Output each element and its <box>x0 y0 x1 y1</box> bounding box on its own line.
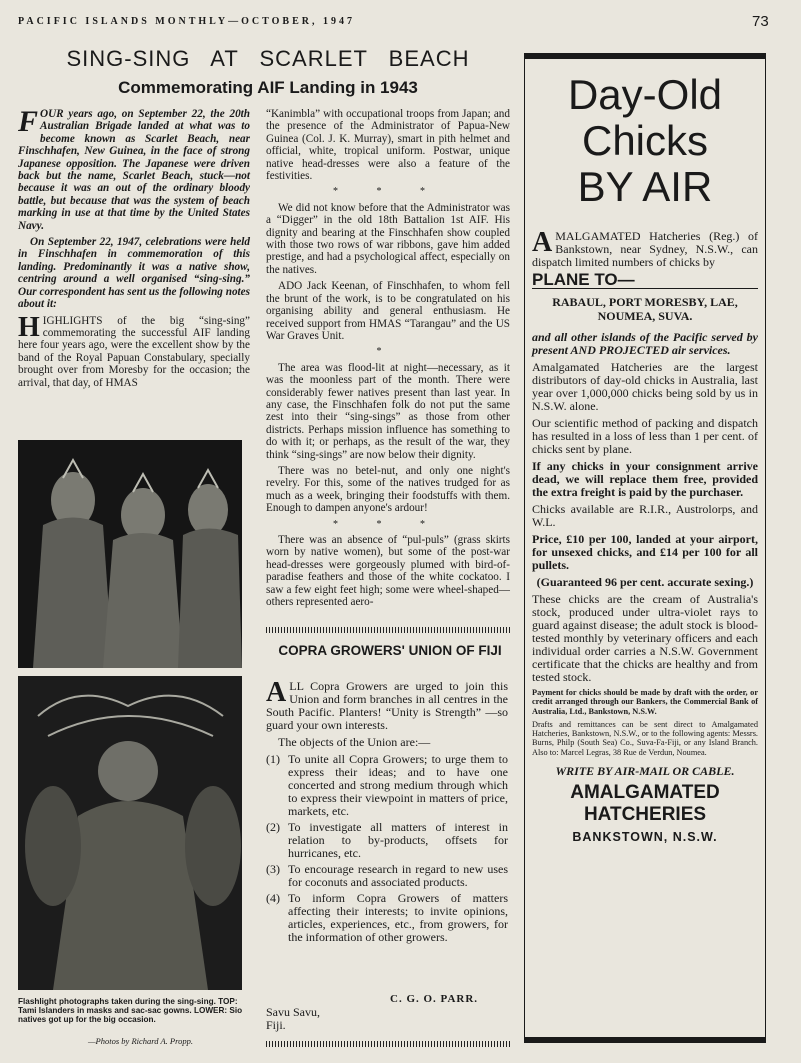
copra-objects-list <box>266 753 508 944</box>
ad-price: Price, £10 per 100, landed at your airport, for unsexed chicks, and £14 per 100 for all pullets. <box>532 532 758 572</box>
body-paragraph: There was an absence of “pul-puls” (grass skirts worn by native women), but some of the post-war head-dresses were gorgeously plumed with bird-of-paradise feathers and those of the white cockatoo. I saw a few eight feet high; some were wheel-shaped—others represented aero- <box>266 534 510 609</box>
copra-objects-intro: The objects of the Union are:— <box>278 735 431 749</box>
company-name: AMALGAMATED <box>570 782 720 804</box>
intro-paragraph-2: On September 22, 1947, celebrations were held in Finschhafen in commemoration of this landing. Predominantly it was a native show, centring around a well organised “sing-sing.” Our correspondent has sent us the following notes about it: <box>18 236 250 311</box>
item-text: To unite all Copra Growers; to urge them to express their ideas; and to have one concerted and strong medium through which to express their viewpoint in matters of price, markets, etc. <box>288 752 508 818</box>
photo-caption: Flashlight photographs taken during the sing-sing. TOP: Tami Islanders in masks and sac-sac gowns. LOWER: Sio natives got up for the big occasion. <box>18 997 243 1025</box>
ad-headline: Day-Old <box>567 71 723 118</box>
ad-text: and all other islands of the Pacific served by present AND PROJECTED air services. <box>532 330 758 357</box>
item-text: To encourage research in regard to new uses for coconuts and associated products. <box>288 862 508 889</box>
ad-headline: Chicks <box>581 117 709 164</box>
divider <box>266 1041 510 1047</box>
copra-text: LL Copra Growers are urged to join this Union and form branches in all centres in the South Pacific. Planters! “Unity is Strength” —so guard your own interests. <box>266 679 508 732</box>
item-number: (2) <box>266 820 280 834</box>
list-item <box>266 863 508 889</box>
running-head: PACIFIC ISLANDS MONTHLY—OCTOBER, 1947 <box>18 16 355 27</box>
item-number: (1) <box>266 752 280 766</box>
dropcap: F <box>18 105 39 138</box>
ad-payment: Payment for chicks should be made by draft with the order, or credit arranged through our Bankers, the Commercial Bank of Australia, Ltd., Bankstown, N.S.W. <box>532 688 758 716</box>
photo-top <box>18 440 242 668</box>
ad-headline: BY AIR <box>577 163 713 210</box>
dropcap: A <box>532 227 553 258</box>
ports-list: RABAUL, PORT MORESBY, LAE, NOUMEA, SUVA. <box>552 295 738 323</box>
item-number: (3) <box>266 862 280 876</box>
body-paragraph: The area was flood-lit at night—necessary, as it was the moonless part of the month. There were considerably fewer natives present than last year. In any case, the Finschhafen folk do not put the same zest into their “sing-sings” as those from other districts. Perhaps mission influence has something to do with it; or perhaps, as the result of the war, they think “sing-sings” are now below their dignity. <box>266 361 510 461</box>
advertisement <box>532 72 758 844</box>
item-number: (4) <box>266 891 280 905</box>
company-name: HATCHERIES <box>583 804 707 826</box>
dropcap: A <box>266 677 287 708</box>
list-item <box>266 892 508 944</box>
body-text: IGHLIGHTS of the big “sing-sing” commemorating the successful AIF landing here four years ago, were the excellent show by the band of the Royal Papuan Constabulary, specially brought over from Moresby for the occasion; the arrival, that day, of HMAS <box>18 314 250 389</box>
signature-place <box>266 1006 320 1032</box>
place-line: Fiji. <box>266 1018 286 1032</box>
article-column-1 <box>18 105 250 393</box>
photo-bottom <box>18 676 242 990</box>
article-column-2 <box>266 108 510 612</box>
intro-text: OUR years ago, on September 22, the 20th Australian Brigade landed at what was to become known as Scarlet Beach, near Finschhafen, New Guinea, in the face of strong Japanese opposition. The Japanese were driven back but the name, Scarlet Beach, stuck—not because it was an out of the ordinary bloody battle, but because that was the system of beach marking in use at that time by the United States Navy. <box>18 108 250 232</box>
page-number: 73 <box>752 13 769 30</box>
ad-text: Amalgamated Hatcheries are the largest distributors of day-old chicks in Australia, last year over 1,000,000 chicks being sold by us in N.S.W. alone. <box>532 360 758 413</box>
place-line: Savu Savu, <box>266 1005 320 1019</box>
item-text: To investigate all matters of interest in relation to by-products, offsets for hurricanes, etc. <box>288 820 508 860</box>
body-paragraph: We did not know before that the Administrator was a “Digger” in the old 18th Battalion 1st AIF. His dignity and bearing at the Finschhafen show coupled with those two rows of war ribbons, gave him added prestige, and had a psychological affect, especially on the natives. <box>266 201 510 276</box>
company-location: BANKSTOWN, N.S.W. <box>572 830 718 845</box>
section-break: * * * <box>333 186 443 198</box>
ad-text: Our scientific method of packing and dispatch has resulted in a loss of less than 1 per cent. of chicks sent by plane. <box>532 416 758 456</box>
section-break: * * * <box>333 518 443 530</box>
dropcap: H <box>18 311 40 343</box>
body-paragraph: “Kanimbla” with occupational troops from Japan; and the presence of the Administrator of Papua-New Guinea (Col. J. K. Murray), smart in pith helmet and official, white, tropical uniform. Postwar, unique native head-dresses were also a feature of the festivities. <box>266 108 510 183</box>
section-break: * <box>376 346 400 358</box>
item-text: To inform Copra Growers of matters affecting their interests; to invite opinions, articles, experiences, etc., from growers, for the information of other growers. <box>288 891 508 944</box>
list-item <box>266 753 508 818</box>
photo-credit: —Photos by Richard A. Propp. <box>88 1036 193 1046</box>
ad-text: If any chicks in your consignment arrive dead, we will replace them free, provided the extra freight is paid by the purchaser. <box>532 459 758 499</box>
body-paragraph <box>18 311 250 389</box>
copra-paragraph <box>266 677 508 732</box>
body-paragraph: ADO Jack Keenan, of Finschhafen, to whom fell the brunt of the work, is to be congratulated on his organising ability and general enthusiasm. He received support from HMAS “Tarangau” and the US War Graves Unit. <box>266 280 510 342</box>
ad-text: MALGAMATED Hatcheries (Reg.) of Bankstown, near Sydney, N.S.W., can dispatch limited numbers of chicks by <box>532 229 758 269</box>
body-paragraph: There was no betel-nut, and only one night's revelry. For this, some of the natives trudged for as much as a week, bringing their foodstuffs with them. Enough to dampen anyone's ardour! <box>266 464 510 515</box>
intro-paragraph <box>18 105 250 232</box>
signature: C. G. O. PARR. <box>390 993 479 1005</box>
article-subtitle: Commemorating AIF Landing in 1943 <box>118 78 418 97</box>
ad-text: Chicks available are R.I.R., Austrolorps, and W.L. <box>532 502 758 529</box>
ad-write: WRITE BY AIR-MAIL OR CABLE. <box>555 764 735 779</box>
ad-agents: Drafts and remittances can be sent direct to Amalgamated Hatcheries, Bankstown, N.S.W., or to the following agents: Messrs. Burns, Philp (South Sea) Co., Suva-Fa-Fiji, or any Island Branch. Also to: Marcel Legras, 38 Rue de Verdun, Noumea. <box>532 719 758 757</box>
ad-text: These chicks are the cream of Australia's stock, produced under ultra-violet rays to guard against disease; the adult stock is blood-tested monthly by veterinary officers and each individual order carries a N.S.W. Government certificate that the chicks are healthy and from tested stock. <box>532 592 758 684</box>
plane-to-heading: PLANE TO— <box>532 273 758 289</box>
copra-heading: COPRA GROWERS' UNION OF FIJI <box>278 643 502 658</box>
ad-guarantee: (Guaranteed 96 per cent. accurate sexing.) <box>536 575 754 589</box>
article-title: SING-SING AT SCARLET BEACH <box>66 46 470 71</box>
list-item <box>266 821 508 860</box>
ad-body <box>532 227 758 779</box>
copra-notice <box>266 677 508 947</box>
divider <box>266 627 510 633</box>
